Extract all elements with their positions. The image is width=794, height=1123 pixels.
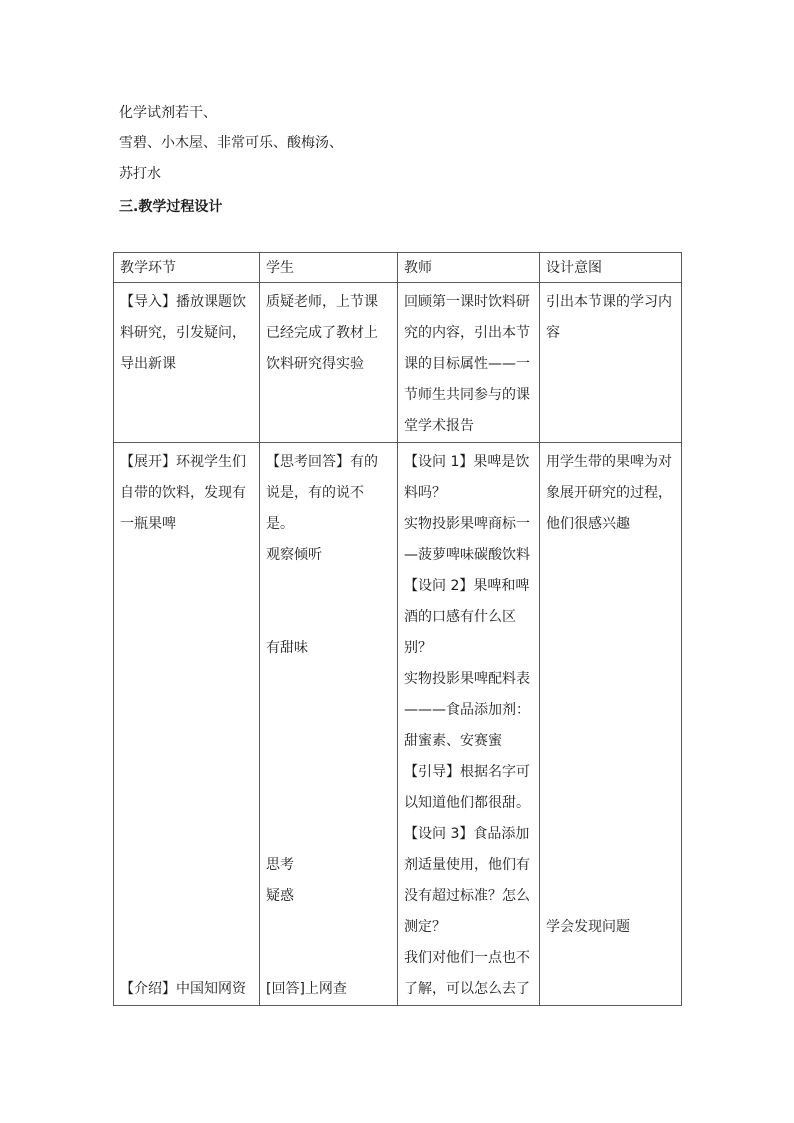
row1-intent-line: 容	[546, 325, 560, 341]
row2-teacher-line: 了解，可以怎么去了	[404, 981, 530, 997]
row1-student-cell	[260, 283, 398, 443]
row1-teacher-line: 究的内容，引出本节	[404, 325, 530, 341]
row2-teacher-line: 没有超过标准？怎么	[404, 888, 530, 904]
row2-stage-line: 【展开】环视学生们	[120, 454, 246, 470]
row1-student-line: 已经完成了教材上	[266, 325, 378, 341]
row2-teacher-line: 【引导】根据名字可	[404, 764, 530, 780]
row2-intent-cell	[540, 443, 682, 1006]
row1-teacher-cell	[398, 283, 540, 443]
intro-line-3: 苏打水	[119, 166, 161, 182]
header-student: 学生	[260, 253, 398, 283]
row1-intent-cell	[540, 283, 682, 443]
table-row	[114, 283, 682, 443]
row2-student-line: 疑惑	[266, 888, 294, 904]
row2-stage-line: 【介绍】中国知网资	[120, 981, 246, 997]
row1-stage-line: 导出新课	[120, 356, 176, 372]
row1-teacher-line: 课的目标属性——一	[404, 356, 530, 372]
row2-teacher-line: ———食品添加剂：	[404, 702, 530, 718]
row2-teacher-line: 实物投影果啤商标一	[404, 516, 530, 532]
header-intent: 设计意图	[540, 253, 682, 283]
row2-teacher-line: 我们对他们一点也不	[404, 950, 530, 966]
row2-intent-line: 象展开研究的过程，	[546, 485, 672, 501]
row2-teacher-line: 以知道他们都很甜。	[404, 795, 530, 811]
row2-teacher-line: 测定？	[404, 919, 446, 935]
intro-line-1: 化学试剂若干、	[119, 105, 217, 121]
row1-student-line: 质疑老师，上节课	[266, 294, 378, 310]
row2-stage-line: 自带的饮料，发现有	[120, 485, 246, 501]
intro-line-2: 雪碧、小木屋、非常可乐、酸梅汤、	[119, 135, 343, 151]
row2-teacher-line: 实物投影果啤配料表	[404, 671, 530, 687]
header-teacher: 教师	[398, 253, 540, 283]
row2-student-line: 说是，有的说不	[266, 485, 364, 501]
row2-student-line: 【思考回答】有的	[266, 454, 378, 470]
row2-student-line: 是。	[266, 516, 294, 532]
row2-stage-cell	[114, 443, 260, 1006]
row2-teacher-line: 酒的口感有什么区	[404, 609, 516, 625]
row2-teacher-line: 剂适量使用，他们有	[404, 857, 530, 873]
row2-stage-line: 一瓶果啤	[120, 516, 176, 532]
header-stage: 教学环节	[114, 253, 260, 283]
section-heading: 三.教学过程设计	[119, 199, 223, 215]
row2-student-line: 思考	[266, 857, 294, 873]
table-row	[114, 443, 682, 1006]
row1-stage-line: 料研究，引发疑问，	[120, 325, 246, 341]
row1-stage-line: 【导入】播放课题饮	[120, 294, 246, 310]
row2-intent-line: 他们很感兴趣	[546, 516, 630, 532]
row2-intent-line: 学会发现问题	[546, 919, 630, 935]
row2-teacher-line: 料吗？	[404, 485, 446, 501]
row1-teacher-line: 堂学术报告	[404, 418, 474, 434]
row1-stage-cell	[114, 283, 260, 443]
lesson-process-table	[113, 252, 682, 1006]
row2-teacher-cell	[398, 443, 540, 1006]
row1-student-line: 饮料研究得实验	[266, 356, 364, 372]
row2-student-line: [回答]上网查	[266, 981, 347, 997]
row2-teacher-line: 甜蜜素、安赛蜜	[404, 733, 502, 749]
row2-intent-line: 用学生带的果啤为对	[546, 454, 672, 470]
row1-teacher-line: 回顾第一课时饮料研	[404, 294, 530, 310]
row2-student-cell	[260, 443, 398, 1006]
row1-intent-line: 引出本节课的学习内	[546, 294, 672, 310]
row2-teacher-line: 【设问 1】果啤是饮	[404, 454, 530, 470]
row2-student-line: 观察倾听	[266, 547, 322, 563]
row2-teacher-line: 别？	[404, 640, 432, 656]
table-header-row	[114, 253, 682, 283]
row2-teacher-line: 【设问 3】食品添加	[404, 826, 530, 842]
row2-teacher-line: —菠萝啤味碳酸饮料	[404, 547, 530, 563]
row1-teacher-line: 节师生共同参与的课	[404, 387, 530, 403]
row2-student-line: 有甜味	[266, 640, 308, 656]
row2-teacher-line: 【设问 2】果啤和啤	[404, 578, 530, 594]
